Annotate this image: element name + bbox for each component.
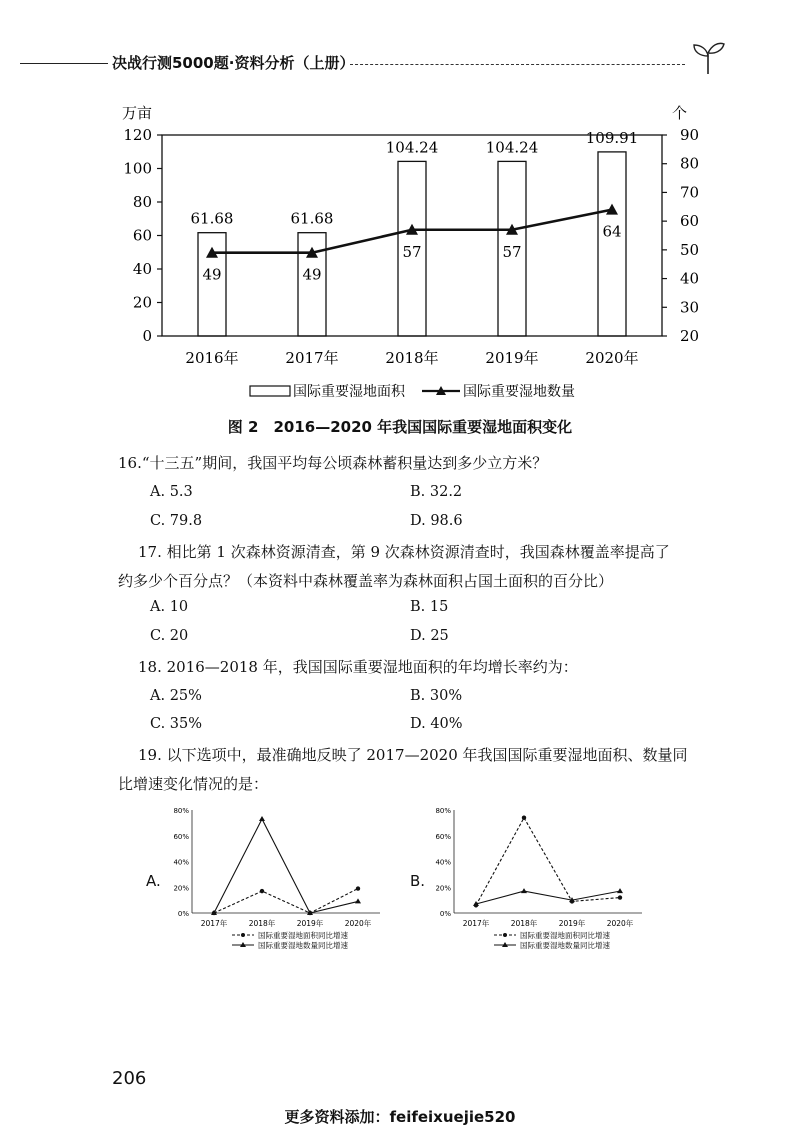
mini-count-growth-line xyxy=(476,891,620,904)
q17-option-d[interactable]: D. 25 xyxy=(410,628,449,644)
mini-count-growth-line xyxy=(214,819,358,913)
mini-x-tick-label: 2019年 xyxy=(296,919,324,928)
mini-area-growth-point xyxy=(260,889,264,893)
mini-legend-marker xyxy=(241,933,245,937)
q19-option-a-chart[interactable] xyxy=(162,800,402,960)
mini-y-tick-label: 60% xyxy=(435,832,451,841)
mini-legend-label: 国际重要湿地数量同比增速 xyxy=(520,941,610,950)
question-19-stem-line1: 19. 以下选项中，最准确地反映了 2017—2020 年我国国际重要湿地面积、数量同 xyxy=(138,746,688,764)
x-category-label: 2018年 xyxy=(385,349,439,367)
q18-option-b[interactable]: B. 30% xyxy=(410,688,463,704)
mini-area-growth-line xyxy=(214,889,358,913)
q18-option-c[interactable]: C. 35% xyxy=(150,716,203,732)
mini-area-growth-point xyxy=(618,895,622,899)
area-bar-label: 61.68 xyxy=(290,209,334,228)
mini-legend-label: 国际重要湿地数量同比增速 xyxy=(258,941,348,950)
legend-bar-swatch xyxy=(250,386,290,396)
q18-option-d[interactable]: D. 40% xyxy=(410,716,463,732)
legend-bar-label: 国际重要湿地面积 xyxy=(293,384,405,400)
q17-option-b[interactable]: B. 15 xyxy=(410,599,449,615)
header-rule-left xyxy=(20,63,108,64)
q19-option-b-chart[interactable] xyxy=(424,800,664,960)
mini-y-tick-label: 20% xyxy=(173,884,189,893)
mini-y-tick-label: 80% xyxy=(435,807,451,815)
q16-option-b[interactable]: B. 32.2 xyxy=(410,484,463,500)
left-tick-label: 100 xyxy=(123,159,152,178)
x-category-label: 2017年 xyxy=(285,349,339,367)
area-bar-label: 61.68 xyxy=(190,209,234,228)
page-number: 206 xyxy=(112,1068,147,1089)
area-bar-label: 104.24 xyxy=(385,138,439,157)
mini-x-tick-label: 2020年 xyxy=(606,919,634,928)
mini-count-growth-point xyxy=(521,888,527,893)
left-tick-label: 40 xyxy=(132,260,152,278)
mini-x-tick-label: 2018年 xyxy=(248,919,276,928)
left-tick-label: 120 xyxy=(123,126,152,144)
right-tick-label: 90 xyxy=(680,126,700,144)
q19-option-b-label[interactable]: B. xyxy=(410,872,426,890)
mini-y-tick-label: 40% xyxy=(173,858,189,867)
mini-count-growth-point xyxy=(617,888,623,893)
x-category-label: 2020年 xyxy=(585,349,639,367)
question-19-stem-line2: 比增速变化情况的是： xyxy=(118,775,269,793)
count-label: 57 xyxy=(502,242,522,261)
right-tick-label: 20 xyxy=(680,327,700,345)
question-18-stem: 18. 2016—2018 年，我国国际重要湿地面积的年均增长率约为： xyxy=(138,658,578,676)
mini-y-tick-label: 20% xyxy=(435,884,451,893)
count-label: 64 xyxy=(602,222,622,241)
left-tick-label: 20 xyxy=(132,293,152,312)
q18-option-a[interactable]: A. 25% xyxy=(150,688,202,704)
right-tick-label: 60 xyxy=(680,212,700,231)
right-axis-unit: 个 xyxy=(672,104,688,122)
area-bar-label: 104.24 xyxy=(485,138,539,157)
q17-option-a[interactable]: A. 10 xyxy=(150,599,189,615)
mini-y-tick-label: 0% xyxy=(177,910,189,918)
mini-area-growth-line xyxy=(476,818,620,906)
header-rule-right xyxy=(350,64,685,65)
q16-option-a[interactable]: A. 5.3 xyxy=(150,484,193,500)
left-tick-label: 80 xyxy=(132,193,152,211)
wetland-combo-chart xyxy=(100,98,740,408)
mini-area-growth-point xyxy=(356,886,360,890)
mini-x-tick-label: 2018年 xyxy=(510,919,538,928)
mini-x-tick-label: 2017年 xyxy=(200,919,228,928)
left-axis-unit: 万亩 xyxy=(122,104,153,122)
mini-count-growth-point xyxy=(355,898,361,903)
right-tick-label: 30 xyxy=(680,298,700,317)
x-category-label: 2019年 xyxy=(485,349,539,367)
mini-y-tick-label: 40% xyxy=(435,858,451,867)
q16-option-c[interactable]: C. 79.8 xyxy=(150,513,203,529)
mini-y-tick-label: 0% xyxy=(439,910,451,918)
figure-caption: 图 2 2016—2020 年我国国际重要湿地面积变化 xyxy=(227,418,573,436)
mini-x-tick-label: 2017年 xyxy=(462,919,490,928)
count-label: 49 xyxy=(302,265,322,284)
footer-note: 更多资料添加：feifeixuejie520 xyxy=(284,1108,516,1126)
mini-area-growth-point xyxy=(522,816,526,820)
right-tick-label: 70 xyxy=(680,183,700,202)
mini-legend-marker xyxy=(503,933,507,937)
left-tick-label: 60 xyxy=(132,226,152,245)
running-header xyxy=(0,48,800,78)
right-tick-label: 80 xyxy=(680,154,700,173)
question-16-stem: 16.“十三五”期间，我国平均每公顷森林蓄积量达到多少立方米？ xyxy=(118,454,548,472)
count-label: 49 xyxy=(202,265,222,284)
legend-line-label: 国际重要湿地数量 xyxy=(463,384,575,400)
question-17-stem-line2: 约多少个百分点？（本资料中森林覆盖率为森林面积占国土面积的百分比） xyxy=(118,572,614,590)
q19-option-a-label[interactable]: A. xyxy=(146,872,161,890)
sprout-icon xyxy=(688,36,728,76)
mini-y-tick-label: 80% xyxy=(173,807,189,815)
right-tick-label: 40 xyxy=(680,269,700,288)
q16-option-d[interactable]: D. 98.6 xyxy=(410,513,463,529)
right-tick-label: 50 xyxy=(680,240,700,259)
mini-legend-label: 国际重要湿地面积同比增速 xyxy=(258,931,348,940)
question-17-stem-line1: 17. 相比第 1 次森林资源清查，第 9 次森林资源清查时，我国森林覆盖率提高了 xyxy=(138,543,670,561)
mini-y-tick-label: 60% xyxy=(173,832,189,841)
x-category-label: 2016年 xyxy=(185,349,239,367)
area-bar xyxy=(598,152,626,336)
area-bar-label: 109.91 xyxy=(585,128,639,147)
mini-legend-label: 国际重要湿地面积同比增速 xyxy=(520,931,610,940)
left-tick-label: 0 xyxy=(142,327,152,345)
mini-x-tick-label: 2020年 xyxy=(344,919,372,928)
q17-option-c[interactable]: C. 20 xyxy=(150,628,189,644)
count-label: 57 xyxy=(402,242,422,261)
mini-count-growth-point xyxy=(259,816,265,821)
mini-x-tick-label: 2019年 xyxy=(558,919,586,928)
book-title: 决战行测5000题·资料分析（上册） xyxy=(112,54,355,72)
